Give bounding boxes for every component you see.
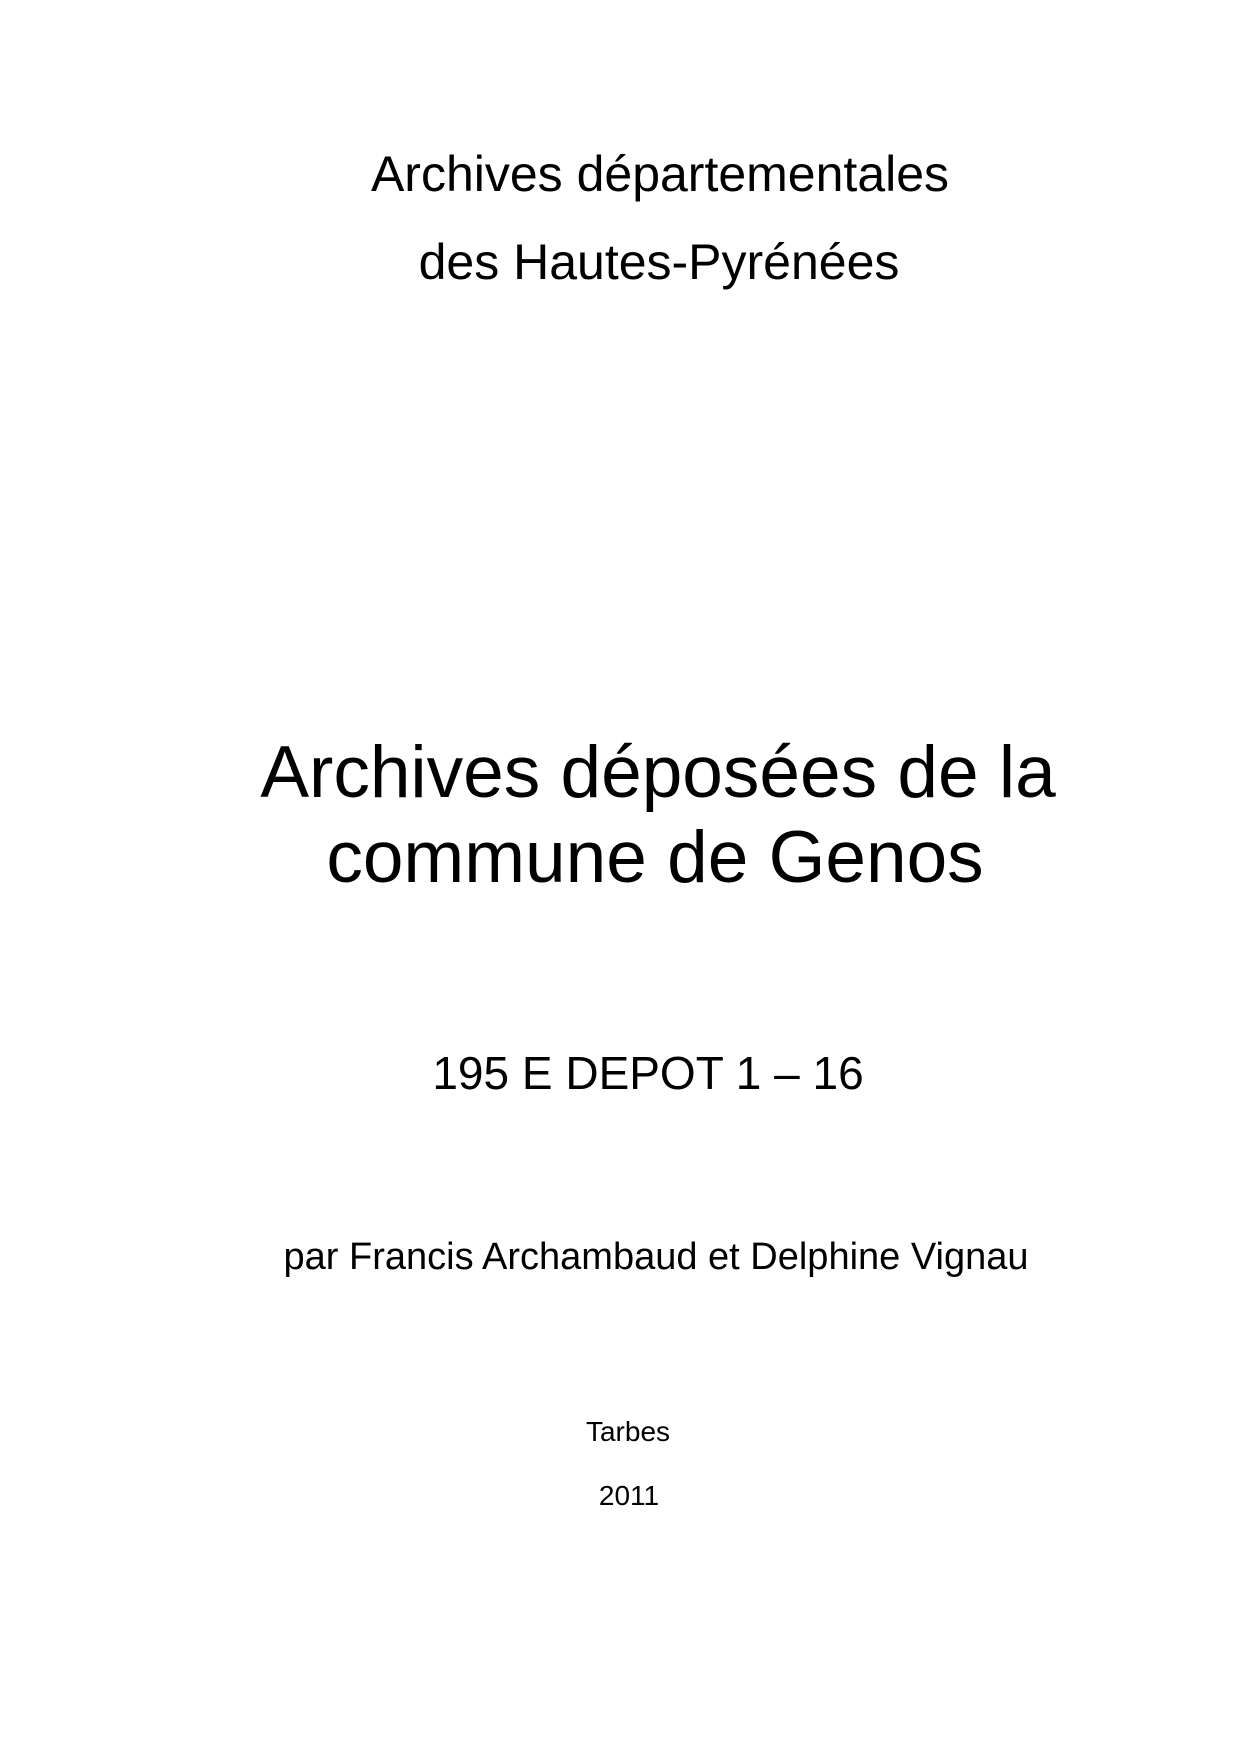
- authors-byline: par Francis Archambaud et Delphine Vignau: [283, 1236, 1029, 1278]
- reference-code: 195 E DEPOT 1 – 16: [432, 1047, 864, 1099]
- document-title-line-1: Archives déposées de la: [260, 732, 1056, 813]
- publication-place: Tarbes: [585, 1416, 671, 1447]
- institution-name-line-1: Archives départementales: [370, 146, 950, 202]
- document-title-line-2: commune de Genos: [326, 817, 984, 898]
- institution-name-line-2: des Hautes-Pyrénées: [418, 234, 900, 290]
- publication-year: 2011: [598, 1480, 660, 1511]
